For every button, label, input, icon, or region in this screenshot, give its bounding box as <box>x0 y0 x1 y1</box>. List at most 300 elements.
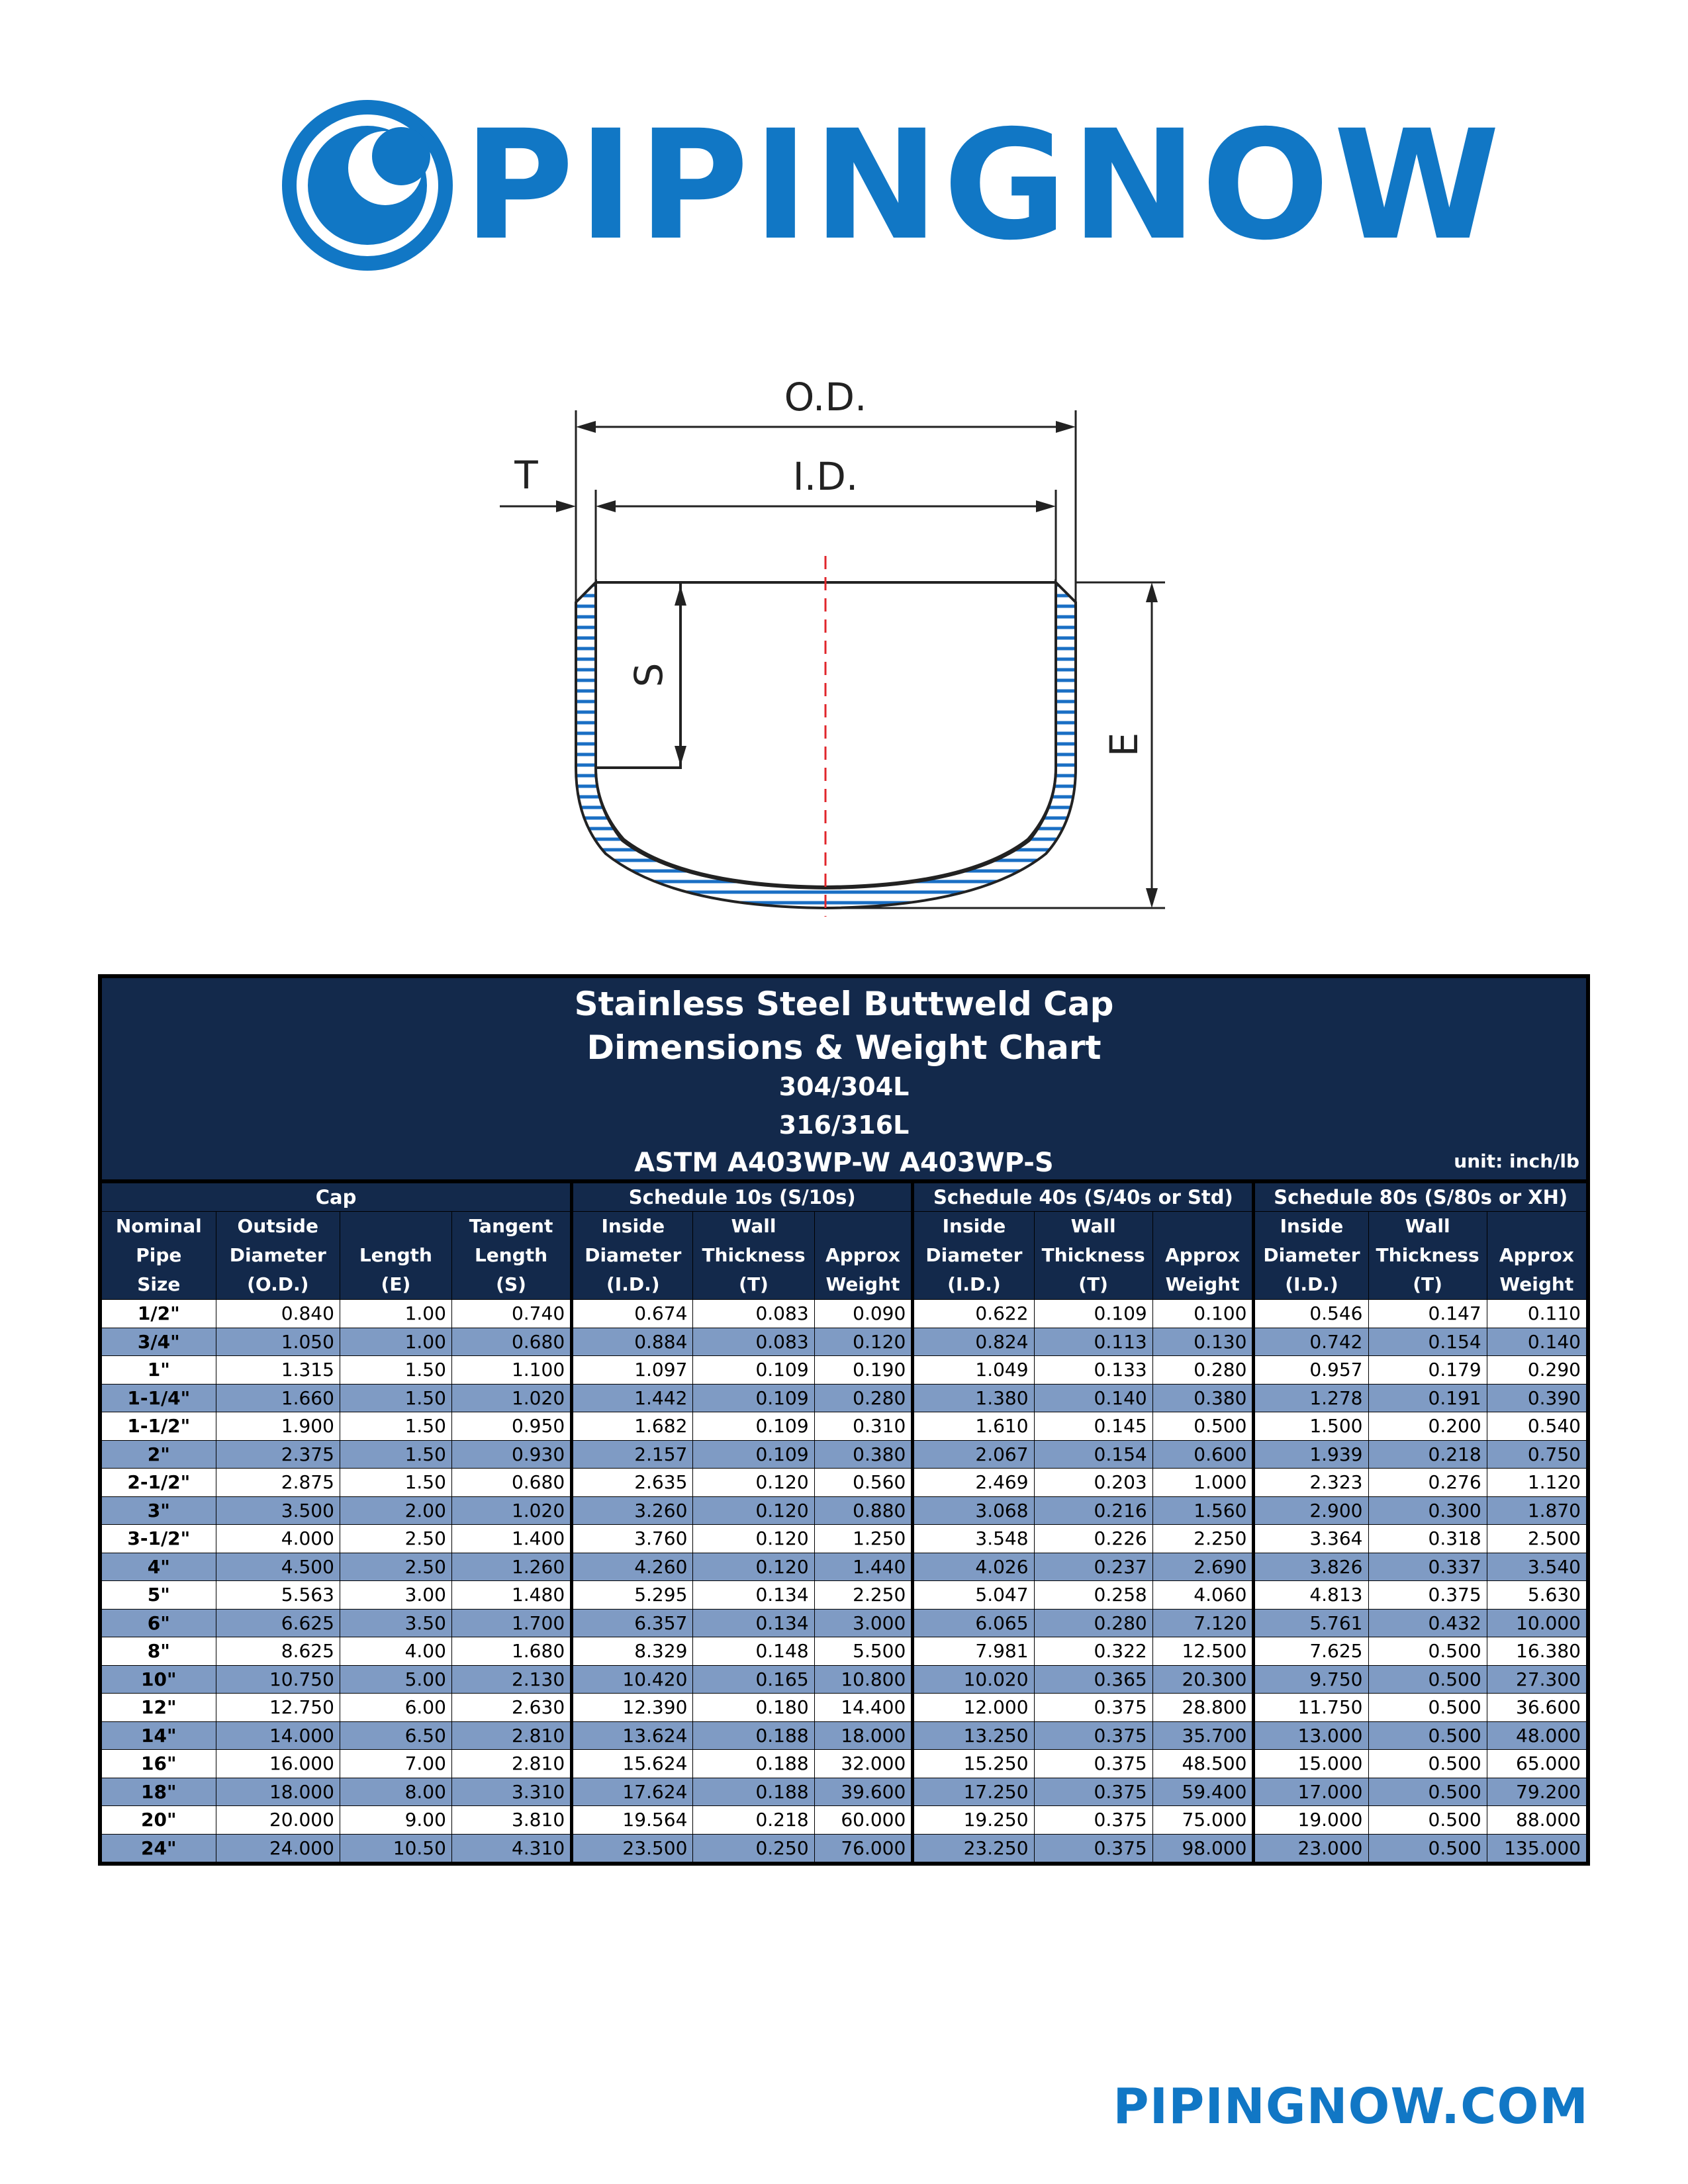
table-cell: 0.083 <box>693 1300 814 1328</box>
table-cell: 0.120 <box>693 1553 814 1581</box>
table-cell: 0.276 <box>1368 1469 1487 1497</box>
column-header-line: Wall <box>731 1215 776 1237</box>
table-cell: 12.500 <box>1152 1637 1254 1666</box>
table-cell: 0.750 <box>1487 1440 1588 1469</box>
table-cell: 39.600 <box>814 1778 913 1806</box>
table-cell: 2.469 <box>913 1469 1034 1497</box>
table-cell: 23.500 <box>572 1834 693 1864</box>
table-cell: 1.097 <box>572 1356 693 1385</box>
table-cell: 0.250 <box>693 1834 814 1864</box>
table-cell: 2.50 <box>340 1525 451 1553</box>
table-cell: 0.258 <box>1034 1581 1152 1610</box>
column-header-line: Outside <box>237 1215 318 1237</box>
table-cell: 98.000 <box>1152 1834 1254 1864</box>
table-cell: 6.50 <box>340 1721 451 1750</box>
table-cell: 0.147 <box>1368 1300 1487 1328</box>
nominal-size-cell: 3" <box>100 1496 216 1525</box>
table-cell: 0.500 <box>1368 1806 1487 1835</box>
table-cell: 11.750 <box>1254 1694 1368 1722</box>
column-header <box>451 1212 571 1300</box>
table-row <box>100 1609 1588 1637</box>
column-header-line <box>1153 1212 1252 1241</box>
table-cell: 16.380 <box>1487 1637 1588 1666</box>
column-header-line: Weight <box>1499 1273 1574 1295</box>
nominal-size-cell: 3-1/2" <box>100 1525 216 1553</box>
table-cell: 3.068 <box>913 1496 1034 1525</box>
grade-316: 316/316L <box>778 1111 910 1140</box>
table-cell: 18.000 <box>216 1778 340 1806</box>
table-cell: 1.682 <box>572 1412 693 1441</box>
column-header-line: Wall <box>1405 1215 1450 1237</box>
table-cell: 0.380 <box>814 1440 913 1469</box>
table-cell: 0.113 <box>1034 1328 1152 1356</box>
table-cell: 2.250 <box>1152 1525 1254 1553</box>
table-cell: 0.109 <box>693 1412 814 1441</box>
unit-label: unit: inch/lb <box>1454 1150 1579 1172</box>
table-cell: 88.000 <box>1487 1806 1588 1835</box>
table-cell: 0.622 <box>913 1300 1034 1328</box>
column-header-line <box>1487 1212 1586 1241</box>
table-cell: 0.540 <box>1487 1412 1588 1441</box>
table-cell: 3.760 <box>572 1525 693 1553</box>
table-cell: 0.375 <box>1368 1581 1487 1610</box>
table-cell: 2.875 <box>216 1469 340 1497</box>
table-cell: 0.546 <box>1254 1300 1368 1328</box>
column-header-line: Weight <box>1165 1273 1240 1295</box>
table-cell: 27.300 <box>1487 1665 1588 1694</box>
table-cell: 28.800 <box>1152 1694 1254 1722</box>
table-cell: 3.00 <box>340 1581 451 1610</box>
table-cell: 1.250 <box>814 1525 913 1553</box>
table-cell: 0.165 <box>693 1665 814 1694</box>
od-label: O.D. <box>784 375 867 420</box>
column-header-line: Length <box>474 1244 548 1266</box>
table-cell: 0.109 <box>693 1384 814 1412</box>
table-cell: 4.310 <box>451 1834 571 1864</box>
table-cell: 75.000 <box>1152 1806 1254 1835</box>
table-cell: 0.191 <box>1368 1384 1487 1412</box>
table-cell: 0.740 <box>451 1300 571 1328</box>
cap-diagram <box>463 357 1225 940</box>
table-cell: 1.50 <box>340 1384 451 1412</box>
table-cell: 0.130 <box>1152 1328 1254 1356</box>
s-label: S <box>626 662 671 688</box>
nominal-size-cell: 12" <box>100 1694 216 1722</box>
column-header-line: (I.D.) <box>1285 1273 1338 1295</box>
table-cell: 15.250 <box>913 1750 1034 1778</box>
column-header-line: Weight <box>825 1273 900 1295</box>
table-cell: 0.109 <box>1034 1300 1152 1328</box>
table-cell: 8.625 <box>216 1637 340 1666</box>
table-cell: 65.000 <box>1487 1750 1588 1778</box>
column-header <box>913 1212 1034 1300</box>
table-row <box>100 1637 1588 1666</box>
table-cell: 59.400 <box>1152 1778 1254 1806</box>
column-header-line: Diameter <box>229 1244 326 1266</box>
table-cell: 1.020 <box>451 1384 571 1412</box>
table-cell: 2.130 <box>451 1665 571 1694</box>
table-cell: 0.600 <box>1152 1440 1254 1469</box>
table-cell: 4.260 <box>572 1553 693 1581</box>
table-cell: 1.500 <box>1254 1412 1368 1441</box>
table-cell: 0.100 <box>1152 1300 1254 1328</box>
table-title-block <box>98 974 1590 1179</box>
table-cell: 3.500 <box>216 1496 340 1525</box>
table-cell: 20.300 <box>1152 1665 1254 1694</box>
table-cell: 0.500 <box>1368 1721 1487 1750</box>
column-header <box>100 1212 216 1300</box>
table-cell: 0.824 <box>913 1328 1034 1356</box>
table-subtitle: Dimensions & Weight Chart <box>586 1028 1102 1067</box>
table-cell: 3.810 <box>451 1806 571 1835</box>
group-header-row <box>100 1181 1588 1212</box>
table-cell: 3.548 <box>913 1525 1034 1553</box>
table-row <box>100 1356 1588 1385</box>
table-cell: 10.50 <box>340 1834 451 1864</box>
table-cell: 6.357 <box>572 1609 693 1637</box>
nominal-size-cell: 4" <box>100 1553 216 1581</box>
table-cell: 48.000 <box>1487 1721 1588 1750</box>
table-cell: 0.120 <box>693 1496 814 1525</box>
nominal-size-cell: 20" <box>100 1806 216 1835</box>
table-cell: 0.337 <box>1368 1553 1487 1581</box>
table-cell: 0.365 <box>1034 1665 1152 1694</box>
table-cell: 10.420 <box>572 1665 693 1694</box>
table-cell: 3.260 <box>572 1496 693 1525</box>
table-cell: 3.364 <box>1254 1525 1368 1553</box>
table-cell: 0.140 <box>1034 1384 1152 1412</box>
column-header-line: Nominal <box>115 1215 202 1237</box>
table-cell: 0.140 <box>1487 1328 1588 1356</box>
table-cell: 9.750 <box>1254 1665 1368 1694</box>
id-label: I.D. <box>792 454 859 499</box>
table-cell: 6.00 <box>340 1694 451 1722</box>
table-cell: 2.157 <box>572 1440 693 1469</box>
table-cell: 0.318 <box>1368 1525 1487 1553</box>
column-header-line: Diameter <box>925 1244 1023 1266</box>
column-header-line: Pipe <box>136 1244 182 1266</box>
table-cell: 5.500 <box>814 1637 913 1666</box>
table-cell: 1.50 <box>340 1412 451 1441</box>
table-cell: 0.432 <box>1368 1609 1487 1637</box>
e-label: E <box>1102 732 1147 757</box>
table-cell: 0.930 <box>451 1440 571 1469</box>
table-cell: 0.880 <box>814 1496 913 1525</box>
table-cell: 0.300 <box>1368 1496 1487 1525</box>
table-row <box>100 1806 1588 1835</box>
table-cell: 13.250 <box>913 1721 1034 1750</box>
table-cell: 2.50 <box>340 1553 451 1581</box>
table-cell: 32.000 <box>814 1750 913 1778</box>
table-cell: 1.120 <box>1487 1469 1588 1497</box>
table-cell: 0.680 <box>451 1328 571 1356</box>
table-cell: 0.840 <box>216 1300 340 1328</box>
table-cell: 2.900 <box>1254 1496 1368 1525</box>
table-cell: 0.180 <box>693 1694 814 1722</box>
table-cell: 10.000 <box>1487 1609 1588 1637</box>
table-cell: 0.500 <box>1368 1694 1487 1722</box>
table-cell: 0.190 <box>814 1356 913 1385</box>
table-cell: 15.000 <box>1254 1750 1368 1778</box>
table-cell: 135.000 <box>1487 1834 1588 1864</box>
table-cell: 2.250 <box>814 1581 913 1610</box>
table-cell: 16.000 <box>216 1750 340 1778</box>
nominal-size-cell: 24" <box>100 1834 216 1864</box>
table-cell: 0.120 <box>693 1469 814 1497</box>
table-cell: 0.218 <box>693 1806 814 1835</box>
column-header <box>572 1212 693 1300</box>
table-cell: 6.065 <box>913 1609 1034 1637</box>
column-header-line: Tangent <box>469 1215 553 1237</box>
table-row <box>100 1778 1588 1806</box>
table-cell: 1.700 <box>451 1609 571 1637</box>
table-cell: 0.154 <box>1368 1328 1487 1356</box>
table-cell: 0.884 <box>572 1328 693 1356</box>
table-cell: 1.610 <box>913 1412 1034 1441</box>
column-header-line: Diameter <box>585 1244 682 1266</box>
table-cell: 3.310 <box>451 1778 571 1806</box>
column-header <box>1368 1212 1487 1300</box>
table-cell: 0.120 <box>814 1328 913 1356</box>
table-cell: 14.000 <box>216 1721 340 1750</box>
table-cell: 5.630 <box>1487 1581 1588 1610</box>
column-header-line: Inside <box>1280 1215 1344 1237</box>
table-cell: 10.800 <box>814 1665 913 1694</box>
table-row <box>100 1496 1588 1525</box>
table-cell: 4.060 <box>1152 1581 1254 1610</box>
table-cell: 8.329 <box>572 1637 693 1666</box>
table-cell: 5.563 <box>216 1581 340 1610</box>
group-header: Schedule 10s (S/10s) <box>572 1181 913 1212</box>
column-header-line: (T) <box>1078 1273 1108 1295</box>
table-cell: 20.000 <box>216 1806 340 1835</box>
table-cell: 8.00 <box>340 1778 451 1806</box>
table-cell: 1.020 <box>451 1496 571 1525</box>
table-cell: 2.323 <box>1254 1469 1368 1497</box>
column-header-line: Thickness <box>702 1244 806 1266</box>
table-cell: 0.154 <box>1034 1440 1152 1469</box>
group-header: Schedule 80s (S/80s or XH) <box>1254 1181 1588 1212</box>
table-cell: 24.000 <box>216 1834 340 1864</box>
table-cell: 23.250 <box>913 1834 1034 1864</box>
table-cell: 1.560 <box>1152 1496 1254 1525</box>
table-cell: 0.226 <box>1034 1525 1152 1553</box>
nominal-size-cell: 16" <box>100 1750 216 1778</box>
table-cell: 0.148 <box>693 1637 814 1666</box>
table-cell: 0.109 <box>693 1356 814 1385</box>
table-cell: 2.00 <box>340 1496 451 1525</box>
astm-spec: ASTM A403WP-W A403WP-S <box>634 1148 1054 1178</box>
table-cell: 2.810 <box>451 1721 571 1750</box>
table-cell: 7.981 <box>913 1637 1034 1666</box>
column-header-line: (I.D.) <box>606 1273 660 1295</box>
table-cell: 1.680 <box>451 1637 571 1666</box>
table-cell: 0.742 <box>1254 1328 1368 1356</box>
table-row <box>100 1440 1588 1469</box>
table-cell: 1.050 <box>216 1328 340 1356</box>
table-row <box>100 1721 1588 1750</box>
table-cell: 0.375 <box>1034 1721 1152 1750</box>
table-cell: 0.218 <box>1368 1440 1487 1469</box>
table-cell: 10.750 <box>216 1665 340 1694</box>
column-header-line: Approx <box>1165 1244 1241 1266</box>
table-cell: 0.179 <box>1368 1356 1487 1385</box>
table-cell: 76.000 <box>814 1834 913 1864</box>
table-cell: 2.500 <box>1487 1525 1588 1553</box>
column-header <box>814 1212 913 1300</box>
column-header-line: Diameter <box>1263 1244 1360 1266</box>
table-cell: 0.380 <box>1152 1384 1254 1412</box>
table-cell: 0.109 <box>693 1440 814 1469</box>
table-cell: 0.237 <box>1034 1553 1152 1581</box>
table-cell: 15.624 <box>572 1750 693 1778</box>
table-cell: 1.900 <box>216 1412 340 1441</box>
column-header <box>1254 1212 1368 1300</box>
table-cell: 0.310 <box>814 1412 913 1441</box>
table-cell: 4.500 <box>216 1553 340 1581</box>
column-header <box>340 1212 451 1300</box>
column-header-line: (O.D.) <box>247 1273 309 1295</box>
table-cell: 19.564 <box>572 1806 693 1835</box>
table-cell: 2.690 <box>1152 1553 1254 1581</box>
table-cell: 35.700 <box>1152 1721 1254 1750</box>
table-cell: 0.500 <box>1368 1637 1487 1666</box>
table-cell: 1.660 <box>216 1384 340 1412</box>
table-cell: 0.083 <box>693 1328 814 1356</box>
table-cell: 17.250 <box>913 1778 1034 1806</box>
table-row <box>100 1384 1588 1412</box>
column-header-line: Thickness <box>1376 1244 1479 1266</box>
table-cell: 3.826 <box>1254 1553 1368 1581</box>
table-cell: 3.50 <box>340 1609 451 1637</box>
table-cell: 60.000 <box>814 1806 913 1835</box>
table-cell: 0.133 <box>1034 1356 1152 1385</box>
table-cell: 1.100 <box>451 1356 571 1385</box>
table-cell: 9.00 <box>340 1806 451 1835</box>
table-cell: 0.145 <box>1034 1412 1152 1441</box>
table-cell: 1.480 <box>451 1581 571 1610</box>
table-cell: 0.500 <box>1368 1778 1487 1806</box>
column-header-line: Length <box>359 1244 432 1266</box>
table-cell: 7.625 <box>1254 1637 1368 1666</box>
column-header <box>1034 1212 1152 1300</box>
column-header-line: Approx <box>825 1244 900 1266</box>
table-cell: 1.00 <box>340 1300 451 1328</box>
table-cell: 4.00 <box>340 1637 451 1666</box>
nominal-size-cell: 10" <box>100 1665 216 1694</box>
table-cell: 1.939 <box>1254 1440 1368 1469</box>
table-cell: 1.442 <box>572 1384 693 1412</box>
nominal-size-cell: 2-1/2" <box>100 1469 216 1497</box>
table-cell: 1.440 <box>814 1553 913 1581</box>
table-cell: 2.635 <box>572 1469 693 1497</box>
table-cell: 0.134 <box>693 1581 814 1610</box>
column-header-line: Inside <box>942 1215 1006 1237</box>
table-cell: 48.500 <box>1152 1750 1254 1778</box>
table-cell: 2.630 <box>451 1694 571 1722</box>
table-cell: 0.375 <box>1034 1806 1152 1835</box>
table-cell: 4.813 <box>1254 1581 1368 1610</box>
table-cell: 23.000 <box>1254 1834 1368 1864</box>
table-cell: 1.50 <box>340 1469 451 1497</box>
table-cell: 0.957 <box>1254 1356 1368 1385</box>
table-cell: 13.624 <box>572 1721 693 1750</box>
column-header-line: Size <box>137 1273 181 1295</box>
table-cell: 1.000 <box>1152 1469 1254 1497</box>
column-header-line: Inside <box>601 1215 665 1237</box>
column-header-line: Thickness <box>1041 1244 1145 1266</box>
column-header <box>1487 1212 1588 1300</box>
table-cell: 0.200 <box>1368 1412 1487 1441</box>
table-cell: 1.400 <box>451 1525 571 1553</box>
column-header <box>693 1212 814 1300</box>
column-header-line: Approx <box>1499 1244 1574 1266</box>
table-cell: 0.560 <box>814 1469 913 1497</box>
table-cell: 1.049 <box>913 1356 1034 1385</box>
table-cell: 7.00 <box>340 1750 451 1778</box>
table-cell: 0.390 <box>1487 1384 1588 1412</box>
table-cell: 12.750 <box>216 1694 340 1722</box>
table-cell: 0.090 <box>814 1300 913 1328</box>
table-cell: 7.120 <box>1152 1609 1254 1637</box>
table-cell: 19.250 <box>913 1806 1034 1835</box>
table-cell: 19.000 <box>1254 1806 1368 1835</box>
table-cell: 18.000 <box>814 1721 913 1750</box>
table-cell: 5.295 <box>572 1581 693 1610</box>
footer-url[interactable]: PIPINGNOW.COM <box>1113 2078 1589 2135</box>
table-cell: 0.203 <box>1034 1469 1152 1497</box>
table-cell: 2.067 <box>913 1440 1034 1469</box>
table-row <box>100 1469 1588 1497</box>
nominal-size-cell: 1" <box>100 1356 216 1385</box>
nominal-size-cell: 6" <box>100 1609 216 1637</box>
table-cell: 6.625 <box>216 1609 340 1637</box>
table-cell: 1.278 <box>1254 1384 1368 1412</box>
nominal-size-cell: 1-1/4" <box>100 1384 216 1412</box>
column-header-line: (T) <box>1413 1273 1442 1295</box>
table-cell: 0.110 <box>1487 1300 1588 1328</box>
table-cell: 0.280 <box>1152 1356 1254 1385</box>
table-cell: 10.020 <box>913 1665 1034 1694</box>
table-cell: 3.000 <box>814 1609 913 1637</box>
nominal-size-cell: 18" <box>100 1778 216 1806</box>
table-row <box>100 1750 1588 1778</box>
table-cell: 0.375 <box>1034 1694 1152 1722</box>
table-cell: 0.134 <box>693 1609 814 1637</box>
table-cell: 12.390 <box>572 1694 693 1722</box>
nominal-size-cell: 1/2" <box>100 1300 216 1328</box>
table-cell: 0.188 <box>693 1750 814 1778</box>
table-cell: 0.375 <box>1034 1778 1152 1806</box>
group-header: Cap <box>100 1181 572 1212</box>
table-cell: 0.500 <box>1152 1412 1254 1441</box>
table-cell: 0.188 <box>693 1778 814 1806</box>
table-cell: 4.026 <box>913 1553 1034 1581</box>
table-cell: 0.188 <box>693 1721 814 1750</box>
column-header-line: (T) <box>739 1273 769 1295</box>
table-cell: 79.200 <box>1487 1778 1588 1806</box>
table-cell: 1.50 <box>340 1356 451 1385</box>
table-cell: 17.000 <box>1254 1778 1368 1806</box>
table-cell: 1.380 <box>913 1384 1034 1412</box>
column-header-line: Wall <box>1070 1215 1116 1237</box>
column-header-line: (E) <box>381 1273 411 1295</box>
table-cell: 0.375 <box>1034 1750 1152 1778</box>
table-cell: 12.000 <box>913 1694 1034 1722</box>
table-cell: 1.315 <box>216 1356 340 1385</box>
table-cell: 0.680 <box>451 1469 571 1497</box>
table-title: Stainless Steel Buttweld Cap <box>574 985 1114 1023</box>
